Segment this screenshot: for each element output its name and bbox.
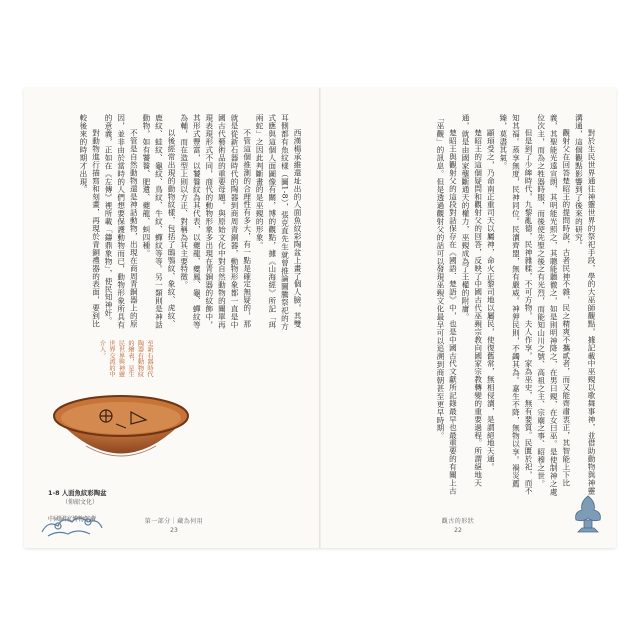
- left-page-body-text: [48, 114, 303, 334]
- figure-bowl-image: [46, 386, 196, 486]
- paragraph: 對於生民世界通往神靈世界的祭祀手段，學的大巫師觀點，據記載中巫覡以歌舞事神，並借助動物與神靈溝通，這個觀點影響到了後來的研究。: [574, 114, 596, 495]
- right-page-number: 22: [454, 527, 462, 534]
- left-running-title: 第一部分｜藏為何用: [144, 518, 204, 525]
- right-page-footer: [413, 516, 503, 534]
- paragraph: 以後經常出現的動物紋樣，包括了鴟鴞紋、象紋、虎紋、鹿紋、蛙紋、龜紋、鳥紋、牛紋、蟬紋等等。另一類則是神話動物，如有饕餮、肥遺、夔龍、虯四種。: [141, 114, 177, 329]
- figure-museum: 中國國家博物館藏: [48, 516, 97, 523]
- left-page: [24, 88, 319, 548]
- figure-side-note: 至新石器時代陶器有動物紋的繪表，是生民世界與神靈世界交流的中介人。: [98, 340, 153, 378]
- right-running-title: 觀古的形狀: [441, 518, 475, 525]
- figure-number-title: 1-8 人面魚紋彩陶盆: [48, 489, 107, 497]
- paragraph: 觀射父在回答楚昭王的提問時說，古者民神不雜，民之精爽不攜貳者，而又能齊肅衷正，其智能上下比義，其聖能光遠宣朗，其明能光照之，其聰能聽徹之，如是則明神降之，在男曰覡，在女曰巫。是使制神之處位次主，而為之牲器時服，而後使先聖之後之有光烈，而能知山川之號、高祖之主、宗廟之事、昭穆之世。: [536, 114, 571, 496]
- paragraph: 楚昭王與觀射父的這段對話保存在《國語．楚語》中，也是中國古代文獻所記錄最早也最重要的有關上古「巫觀」的訊息。但是透過觀射父的話可以發現巫覡文化最早可以追溯到商朝甚至更早時期。: [435, 114, 458, 495]
- ritual-vessel-icon: [568, 494, 608, 538]
- book-spread: [24, 88, 616, 548]
- paragraph: 西漢楊承維還址出的人面魚紋彩陶盆上畫了個人臉，其雙耳側都有魚紋樣（圖1-8），張克直先生就曾推論圖騰祭祀的方式應與這個人面圖像有關，博的觀點，據《山海經》所記「珥兩蛇」之因此判斷畫的是巫覡的形象。: [255, 114, 302, 331]
- left-page-footer: [129, 516, 219, 534]
- right-page-body-text: [335, 114, 597, 496]
- figure-period: （仰韶文化）: [62, 499, 99, 506]
- paragraph: 楚昭王的這個疑問和觀射父的回答，反映了中國古代巫覡宗教向國家宗教轉變的重要過程。所謂絕地天通，就是由國家壟斷通天的權力，巫覡成為了王權的附庸。: [461, 114, 483, 487]
- cloud-ornament-icon: [38, 510, 110, 540]
- paragraph: 不管是自然動物還是神話動物，出現在商周青銅器上的原因，並非由於當時的人們想要保護動物而已，動物形象所具有的意義，正如在《左傳》裡所載「鑄鼎象物」，使民知神奸。: [104, 114, 139, 329]
- right-page: [321, 88, 616, 548]
- paragraph: 對動物進行描寫和刻畫，再現於青銅禮器的表面，要到比較後來的時期才出現。: [78, 114, 101, 328]
- paragraph: 但是到了少皞時代，九黎亂德，民神雜糅，不可方物，夫人作享，家為巫史，無有要質。民匱於祀，而不知其福。蒸享無度，民神同位。民瀆齊盟，無有嚴威。神狎民則，不蠲其為。嘉生不降，無物以享。禍災薦臻，莫盡其氣。: [498, 114, 534, 495]
- paragraph: 不管這個推測的合理性有多大，有一點是確定無疑的，那就是從新石器時代的陶器到商周青銅器，動物形象都一直是中國古代藝術品的重要母題。與原始文化中對自然動物的關單再現表現形式不同，商代的動物形象多出現在青銅器的紋飾中，其形式豐富，以饕餮紋為其代表，以夔龍、夔鳳、龜、蟬紋等為輔，而在造型上則以方正、對稱為其主要特徵。: [179, 114, 252, 329]
- painted-pottery-bowl-illustration: [46, 386, 196, 486]
- left-page-number: 23: [170, 527, 178, 534]
- paragraph: 顓頊受之，乃命南正重司天以屬神，命火正黎司地以屬民，使復舊常，無相侵瀆，是謂絕地天通。: [486, 129, 496, 472]
